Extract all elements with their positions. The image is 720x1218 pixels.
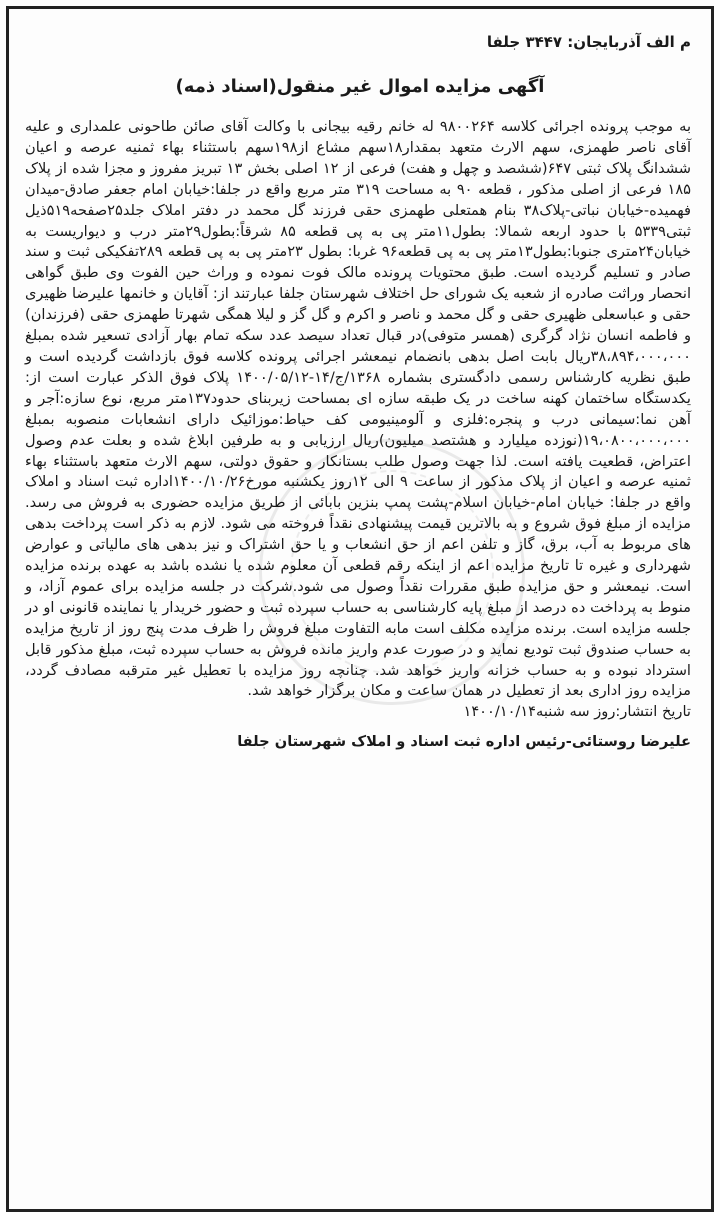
notice-title: آگهی مزایده اموال غیر منقول(اسناد ذمه) xyxy=(175,76,545,97)
notice-body: به موجب پرونده اجرائی کلاسه ۹۸۰۰۲۶۴ له خانم رقیه بیجانی با وکالت آقای صائن طاحونی علمداری و علیه آقای ناصر طهمزی، سهم الارث متعهد بمقدار۱۸سهم مشاع از۱۹۸سهم باستثناء بهاء ثمنیه عرصه و اعیان ششدانگ پلاک ثبتی ۶۴۷(ششصد و چهل و هفت) فرعی از ۱۲ اصلی بخش ۱۳ تبریز مفروز و مجزا شده از پلاک ۱۸۵ فرعی از اصلی مذکور ، قطعه ۹۰ به مساحت ۳۱۹ متر مربع واقع در جلفا:خیابان امام جعفر صادق-میدان فهمیده-خیابان نباتی-پلاک۳۸ بنام همتعلی طهمزی حقی فرزند گل محمد در دفتر املاک جلد۲۵صفحه۵۱۹ذیل ثبتی۵۳۳۹ با حدود اربعه شمالا: بطول۱۱متر پی به پی قطعه ۸۵ شرقاً:بطول۲۹متر درب و دیواریست به خیابان۲۴متری جنوبا:بطول۱۳متر پی به پی قطعه۹۶ غربا: بطول ۲۳متر پی به پی قطعه ۲۸۹تفکیکی ثبت و سند صادر و تسلیم گردیده است. طبق محتویات پرونده مالک فوت نموده و وراث حین الفوت وی طبق گواهی انحصار وراثت صادره از شعبه یک شورای حل اختلاف شهرستان جلفا عبارتند از: آقایان و خانمها علیرضا ظهیری حقی و عباسعلی ظهیری حقی و گل محمد و ناصر و اکرم و گل گز و لیلا همگی شهرتا طهمزی حقی (فرزندان) و فاطمه انسان نژاد گرگری (همسر متوفی)در قبال تعداد سیصد عدد سکه تمام بهار آزادی تسعیر شده بمبلغ ۳۸،۸۹۴،۰۰۰،۰۰۰ریال بابت اصل بدهی بانضمام نیمعشر اجرائی پرونده کلاسه فوق بازداشت گردیده است و طبق نظریه کارشناس رسمی دادگستری بشماره ۱۳۶۸/ج/۱۴-۱۴۰۰/۰۵/۱۲ پلاک فوق الذکر عبارت است از: یکدستگاه ساختمان کهنه ساخت در یک طبقه سازه ای بمساحت زیربنای حدود۱۳۷متر مربع، نوع سازه:آجر و آهن نما:سیمانی درب و پنجره:فلزی و آلومینیومی کف حیاط:موزائیک دارای انشعابات منصوبه بمبلغ ۱۹،۰۸۰۰،۰۰۰،۰۰۰(نوزده میلیارد و هشتصد میلیون)ریال ارزیابی و به طرفین ابلاغ شده و بعلت عدم وصول اعتراض، قطعیت یافته است. لذا جهت وصول طلب بستانکار و حقوق دولتی، سهم الارث متعهد باستثناء بهاء ثمنیه عرصه و اعیان از پلاک مذکور از ساعت ۹ الی ۱۲روز یکشنبه مورخ۱۴۰۰/۱۰/۲۶اداره ثبت اسناد و املاک واقع در جلفا: خیابان امام-خیابان اسلام-پشت پمپ بنزین بابائی از طریق مزایده حضوری به فروش می رسد. مزایده از مبلغ فوق شروع و به بالاترین قیمت پیشنهادی نقداً فروخته می شود. لازم به ذکر است پرداخت بدهی های مربوط به آب، برق، گاز و تلفن اعم از حق انشعاب و یا حق اشتراک و نیز بدهی های مالیاتی و عوارض شهرداری و غیره تا تاریخ مزایده اعم از اینکه رقم قطعی آن معلوم شده یا نشده باشد به عهده برنده مزایده است. نیمعشر و حق مزایده طبق مقررات نقداً وصول می شود.شرکت در جلسه مزایده برای عموم آزاد، و منوط به پرداخت ده درصد از مبلغ پایه کارشناسی به حساب سپرده ثبت و حضور خریدار یا نماینده قانونی او در جلسه مزایده است. برنده مزایده مکلف است مابه التفاوت مبلغ فروش را ظرف مدت پنج روز از تاریخ مزایده به حساب صندوق ثبت تودیع نماید و در صورت عدم واریز مانده فروش به حساب سپرده ثبت، مبلغ مذکور قابل استرداد نبوده و به حساب خزانه واریز خواهد شد. چنانچه روز مزایده با تعطیل غیر مترقبه مصادف گردد، مزایده روز اداری بعد از تعطیل در همان ساعت و مکان برگزار خواهد شد. xyxy=(25,118,692,700)
publish-date: تاریخ انتشار:روز سه شنبه۱۴۰۰/۱۰/۱۴ xyxy=(463,703,691,721)
notice-reference: م الف آذربایجان: ۳۴۴۷ جلفا xyxy=(486,33,691,51)
signature-line: علیرضا روستائی-رئیس اداره ثبت اسناد و املاک شهرستان جلفا xyxy=(237,733,691,751)
notice-frame xyxy=(6,6,714,1212)
